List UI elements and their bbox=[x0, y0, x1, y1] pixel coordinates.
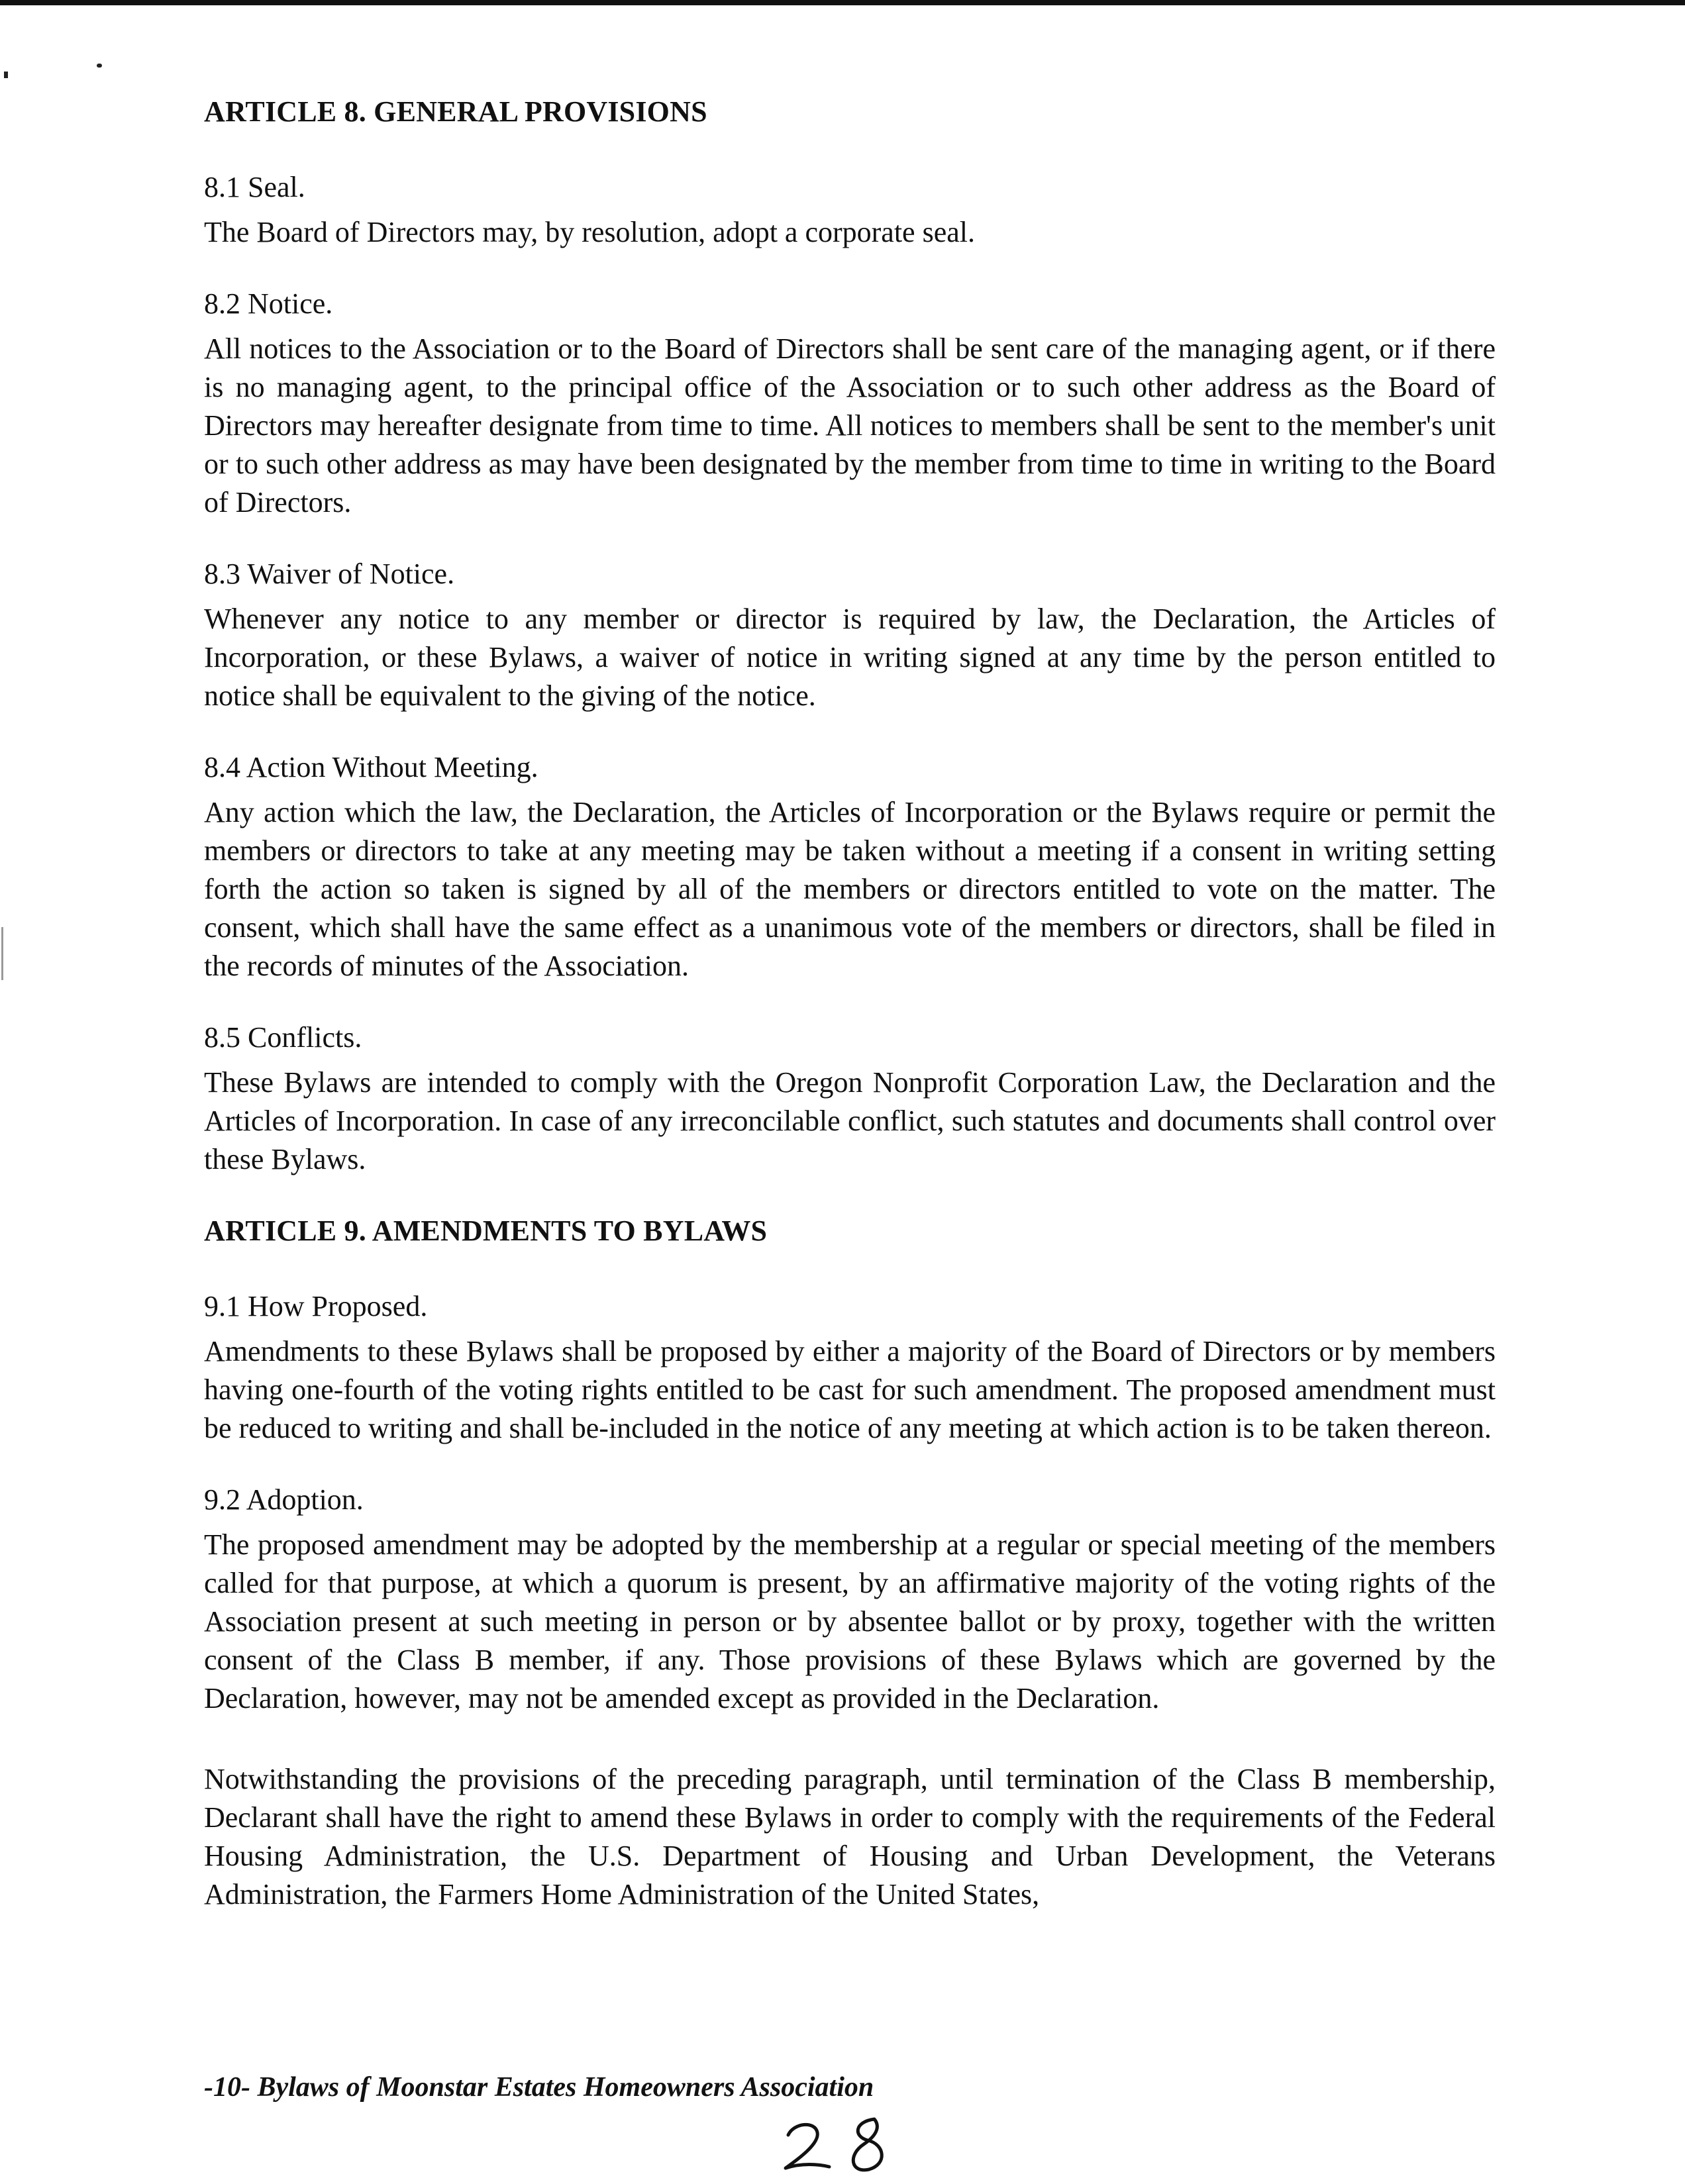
article-9 bbox=[204, 1212, 1496, 1914]
section-body: These Bylaws are intended to comply with the Oregon Nonprofit Corporation Law, the Declaration and the Articles of Incorporation. In case of any irreconcilable conflict, such statutes and documents shall control over these Bylaws. bbox=[204, 1066, 1496, 1175]
section-9-1 bbox=[204, 1287, 1496, 1448]
section-title: 8.4 Action Without Meeting. bbox=[204, 751, 538, 783]
section-title: 9.1 How Proposed. bbox=[204, 1290, 428, 1322]
section-8-3 bbox=[204, 555, 1496, 715]
article-heading: ARTICLE 9. AMENDMENTS TO BYLAWS bbox=[204, 1215, 768, 1247]
section-8-4 bbox=[204, 748, 1496, 985]
section-body: The proposed amendment may be adopted by the membership at a regular or special meeting of the members called for that purpose, at which a quorum is present, by an affirmative majority of the voting rights of the Association present at such meeting in person or by absentee ballot or by proxy, together with the written consent of the Class B member, if any. Those provisions of these Bylaws which are governed by the Declaration, however, may not be amended except as provided in the Declaration. bbox=[204, 1528, 1496, 1714]
scan-mark bbox=[97, 64, 102, 68]
section-title: 8.5 Conflicts. bbox=[204, 1021, 362, 1054]
section-9-2 bbox=[204, 1481, 1496, 1718]
scan-mark bbox=[4, 72, 8, 78]
top-scan-border bbox=[0, 0, 1685, 5]
section-8-2 bbox=[204, 285, 1496, 522]
closing-paragraph: Notwithstanding the provisions of the preceding paragraph, until termination of the Class B membership, Declarant shall have the right to amend these Bylaws in order to comply with the requirements of the Federal Housing Administration, the U.S. Department of Housing and Urban Development, the Veterans Administration, the Farmers Home Administration of the United States, bbox=[204, 1763, 1496, 1911]
section-body: Amendments to these Bylaws shall be proposed by either a majority of the Board of Directors or by members having one-fourth of the voting rights entitled to be cast for such amendment. The proposed amendment must be reduced to writing and shall be-included in the notice of any meeting at which action is to be taken thereon. bbox=[204, 1335, 1496, 1444]
section-8-1 bbox=[204, 168, 1496, 252]
section-body: Any action which the law, the Declaration, the Articles of Incorporation or the Bylaws require or permit the members or directors to take at any meeting may be taken without a meeting if a consent in writing setting forth the action so taken is signed by all of the members or directors entitled to vote on the matter. The consent, which shall have the same effect as a unanimous vote of the members or directors, shall be filed in the records of minutes of the Association. bbox=[204, 796, 1496, 982]
section-body: The Board of Directors may, by resolution, adopt a corporate seal. bbox=[204, 216, 975, 248]
section-title: 9.2 Adoption. bbox=[204, 1483, 364, 1516]
section-title: 8.3 Waiver of Notice. bbox=[204, 558, 455, 590]
article-heading: ARTICLE 8. GENERAL PROVISIONS bbox=[204, 95, 707, 128]
page-footer: -10- Bylaws of Moonstar Estates Homeowners Association bbox=[204, 2072, 874, 2103]
section-title: 8.1 Seal. bbox=[204, 171, 305, 203]
scan-mark bbox=[1, 927, 3, 980]
article-8 bbox=[204, 93, 1496, 1179]
section-8-5 bbox=[204, 1018, 1496, 1179]
handwritten-page-number bbox=[762, 2107, 927, 2180]
section-title: 8.2 Notice. bbox=[204, 287, 333, 320]
section-body: All notices to the Association or to the Board of Directors shall be sent care of the managing agent, or if there is no managing agent, to the principal office of the Association or to such other address as the Board of Directors may hereafter designate from time to time. All notices to members shall be sent to the member's unit or to such other address as may have been designated by the member from time to time in writing to the Board of Directors. bbox=[204, 332, 1496, 519]
document-page bbox=[204, 86, 1496, 1940]
section-body: Whenever any notice to any member or director is required by law, the Declaration, the Articles of Incorporation, or these Bylaws, a waiver of notice in writing signed at any time by the person entitled to notice shall be equivalent to the giving of the notice. bbox=[204, 603, 1496, 712]
